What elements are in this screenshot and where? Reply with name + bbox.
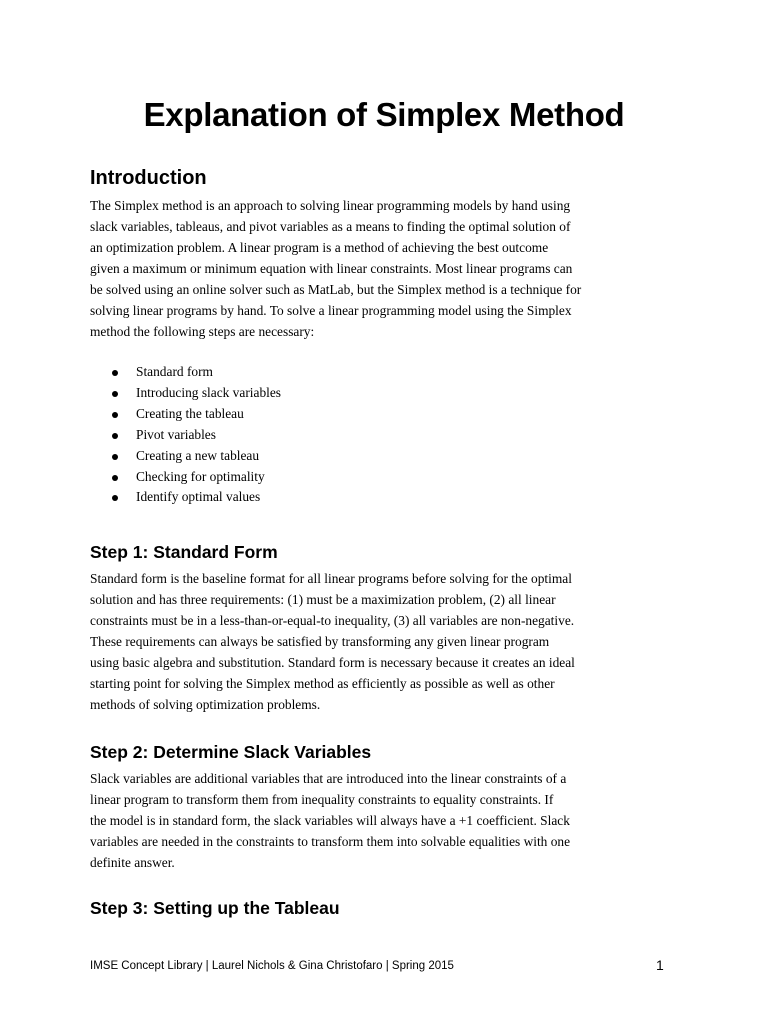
page-number: 1 bbox=[656, 957, 664, 973]
paragraph-line: starting point for solving the Simplex method as efficiently as possible as well as other bbox=[90, 676, 555, 691]
paragraph-line: The Simplex method is an approach to solving linear programming models by hand using bbox=[90, 198, 571, 213]
list-item-label: Identify optimal values bbox=[136, 489, 261, 505]
paragraph-line: Standard form is the baseline format for all linear programs before solving for the optimal bbox=[90, 571, 572, 586]
paragraph-line: definite answer. bbox=[90, 855, 175, 870]
introduction-paragraph bbox=[90, 195, 680, 342]
list-item bbox=[112, 425, 281, 446]
step2-paragraph bbox=[90, 768, 680, 873]
bullet-icon bbox=[112, 391, 118, 397]
list-item bbox=[112, 362, 281, 383]
bullet-icon bbox=[112, 433, 118, 439]
page-footer: IMSE Concept Library | Laurel Nichols & Gina Christofaro | Spring 2015 bbox=[90, 960, 454, 972]
paragraph-line: solving linear programs by hand. To solve a linear programming model using the Simplex bbox=[90, 303, 572, 318]
paragraph-line: Slack variables are additional variables that are introduced into the linear constraints of a bbox=[90, 771, 567, 786]
step3-heading: Step 3: Setting up the Tableau bbox=[90, 898, 340, 918]
step1-heading: Step 1: Standard Form bbox=[90, 542, 278, 562]
list-item-label: Creating a new tableau bbox=[136, 447, 260, 463]
list-item bbox=[112, 467, 281, 488]
paragraph-line: solution and has three requirements: (1) must be a maximization problem, (2) all linear bbox=[90, 592, 556, 607]
bullet-icon bbox=[112, 454, 118, 460]
paragraph-line: using basic algebra and substitution. Standard form is necessary because it creates an ideal bbox=[90, 655, 575, 670]
paragraph-line: be solved using an online solver such as MatLab, but the Simplex method is a technique for bbox=[90, 282, 582, 297]
list-item-label: Standard form bbox=[136, 364, 213, 379]
introduction-heading: Introduction bbox=[90, 167, 207, 189]
step2-heading: Step 2: Determine Slack Variables bbox=[90, 742, 372, 762]
paragraph-line: linear program to transform them from inequality constraints to equality constraints. If bbox=[90, 792, 554, 807]
list-item-label: Pivot variables bbox=[136, 426, 216, 442]
list-item-label: Checking for optimality bbox=[136, 468, 265, 484]
paragraph-line: methods of solving optimization problems. bbox=[90, 697, 321, 712]
paragraph-line: These requirements can always be satisfied by transforming any given linear program bbox=[90, 634, 550, 649]
paragraph-line: variables are needed in the constraints to transform them into solvable equalities with one bbox=[90, 834, 571, 849]
list-item bbox=[112, 404, 281, 425]
steps-list bbox=[112, 362, 281, 508]
page-title: Explanation of Simplex Method bbox=[143, 96, 625, 133]
list-item bbox=[112, 446, 281, 467]
list-item-label: Introducing slack variables bbox=[136, 384, 282, 400]
list-item bbox=[112, 487, 281, 508]
paragraph-line: given a maximum or minimum equation with linear constraints. Most linear programs can bbox=[90, 261, 573, 276]
bullet-icon bbox=[112, 495, 118, 501]
step1-paragraph bbox=[90, 568, 680, 715]
bullet-icon bbox=[112, 370, 118, 376]
bullet-icon bbox=[112, 412, 118, 418]
paragraph-line: constraints must be in a less-than-or-equal-to inequality, (3) all variables are non-negative. bbox=[90, 613, 575, 628]
list-item bbox=[112, 383, 281, 404]
paragraph-line: slack variables, tableaus, and pivot variables as a means to finding the optimal solution of bbox=[90, 219, 571, 234]
paragraph-line: method the following steps are necessary: bbox=[90, 324, 315, 339]
paragraph-line: the model is in standard form, the slack variables will always have a +1 coefficient. Slack bbox=[90, 813, 570, 828]
paragraph-line: an optimization problem. A linear program is a method of achieving the best outcome bbox=[90, 240, 549, 255]
bullet-icon bbox=[112, 475, 118, 481]
list-item-label: Creating the tableau bbox=[136, 405, 244, 421]
